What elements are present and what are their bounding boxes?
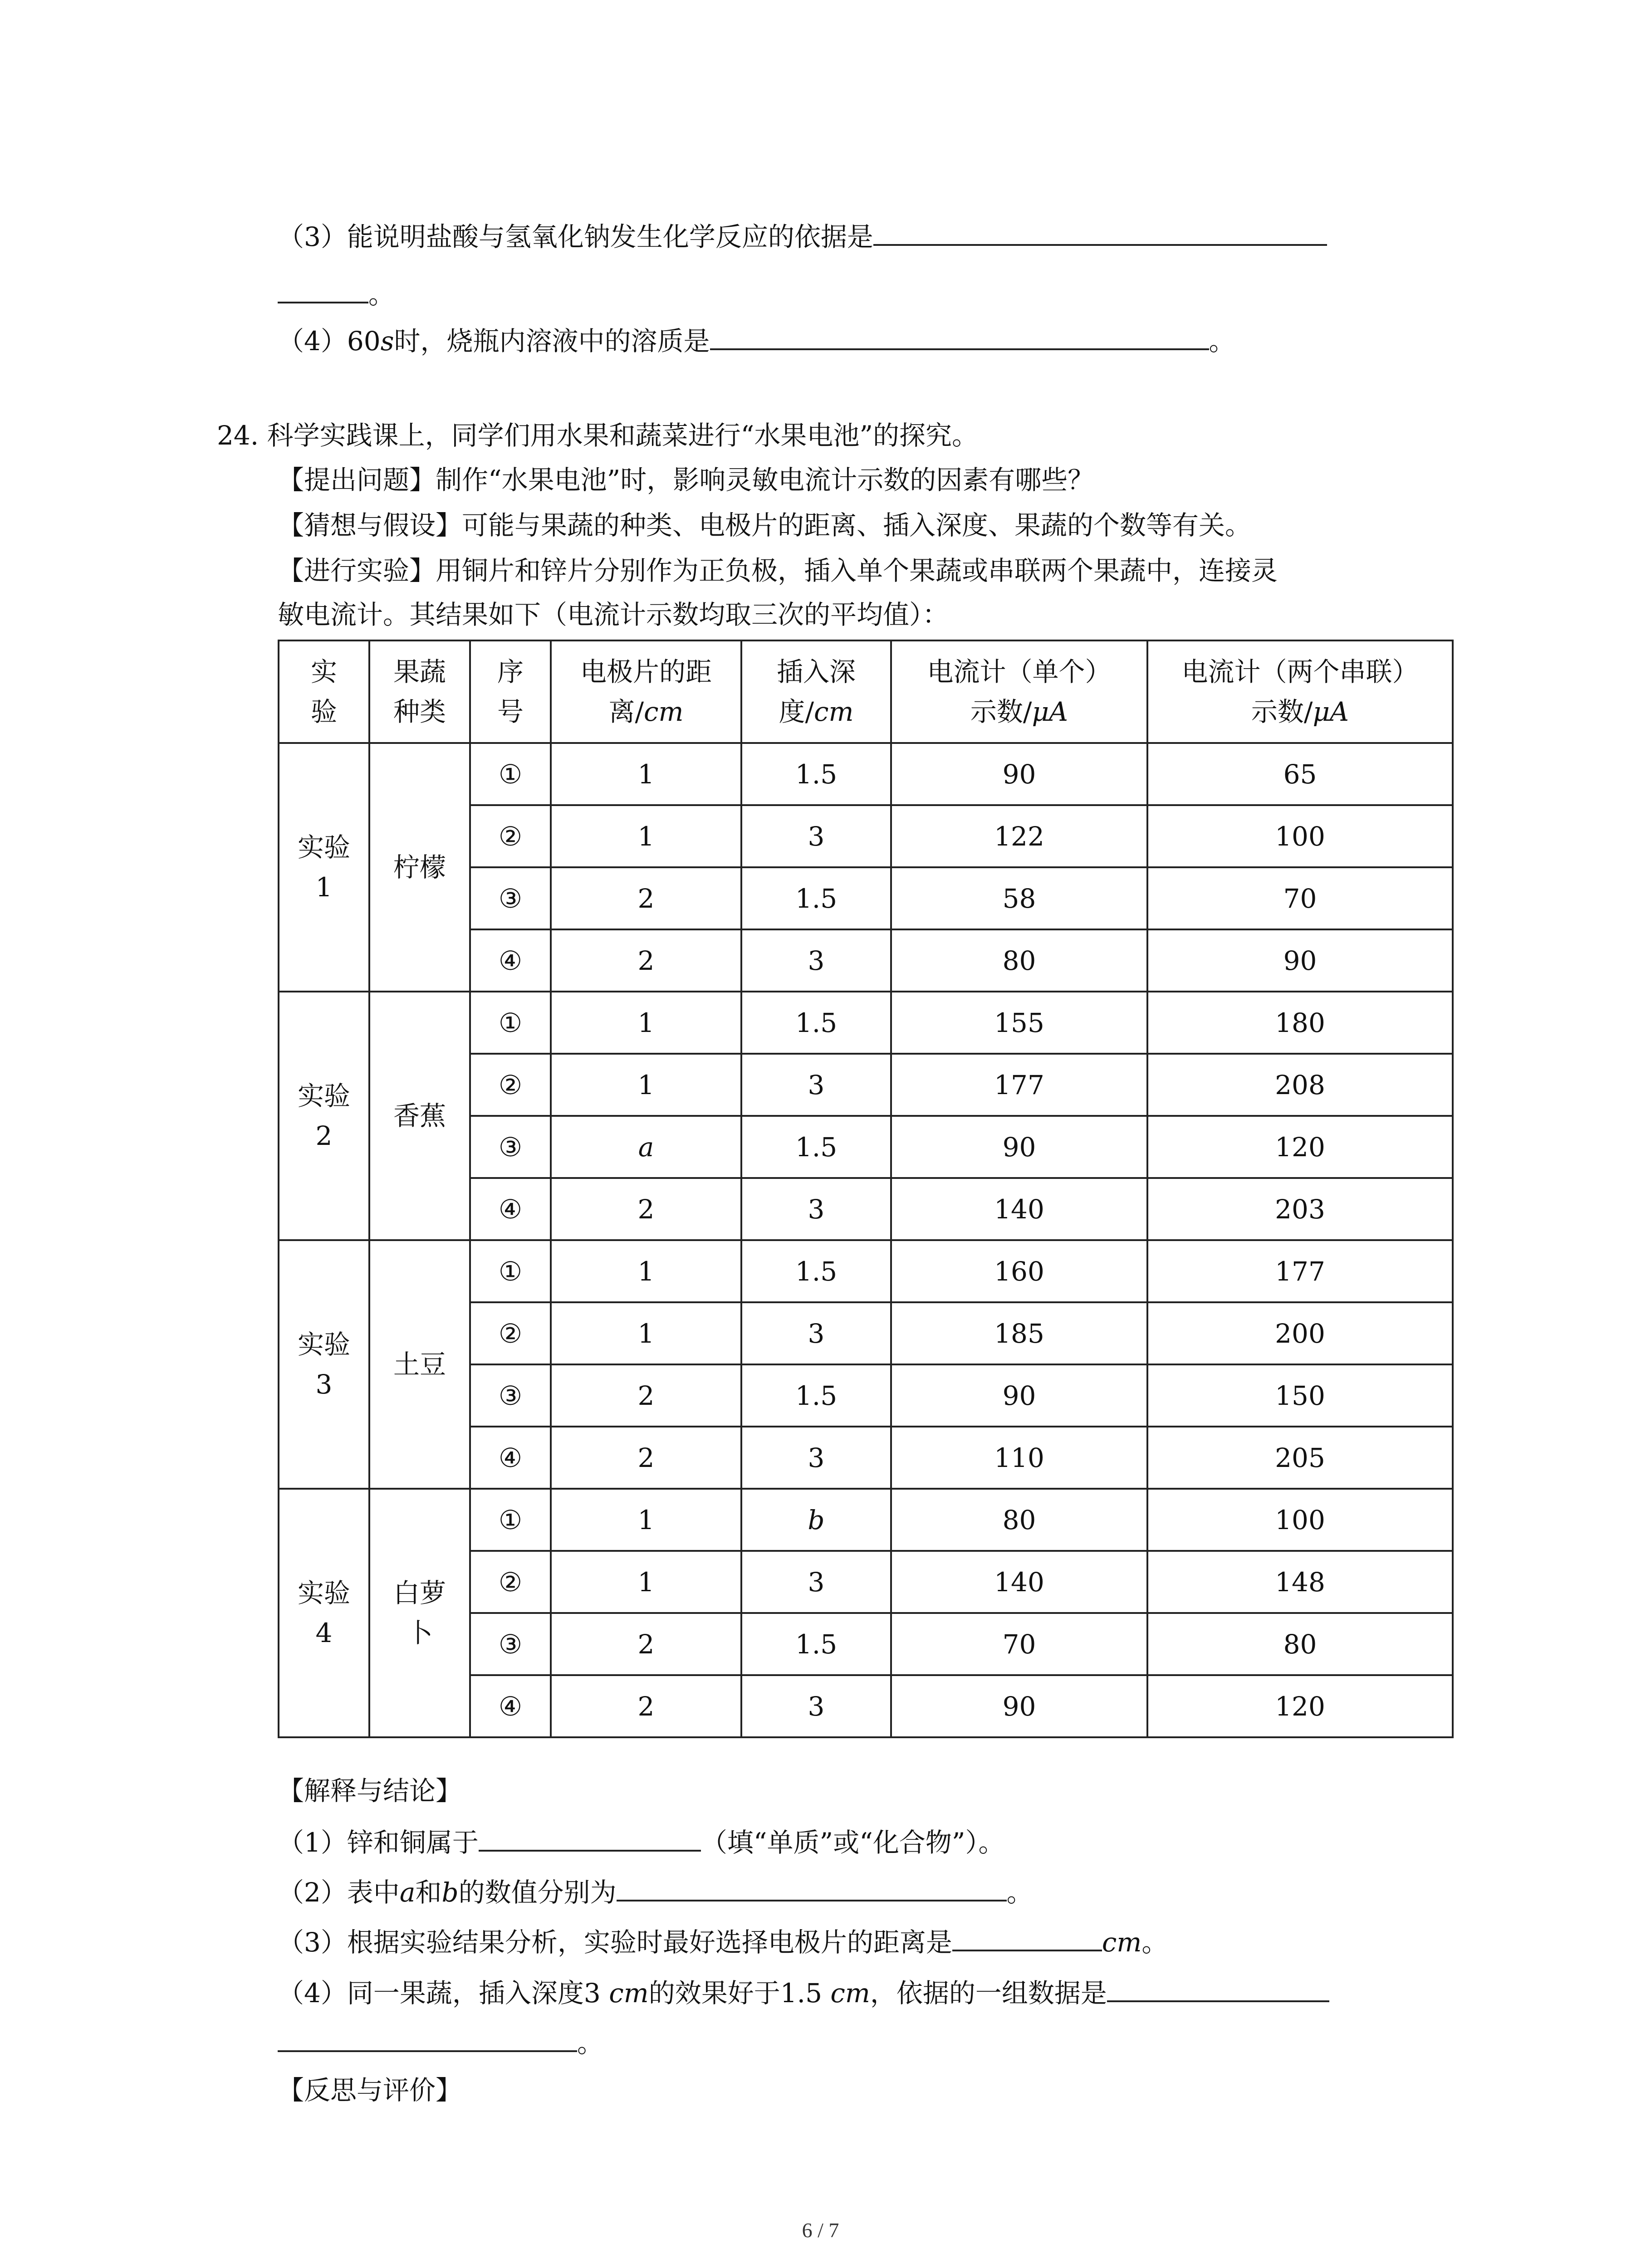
cell-series: 70 (1147, 867, 1453, 929)
header-seq: 序 号 (470, 640, 551, 743)
cell-seq: ④ (470, 1178, 551, 1240)
cell-distance: 1 (551, 1302, 741, 1364)
table-row (279, 1489, 1453, 1551)
q23-part4 (278, 321, 1235, 359)
cell-distance: 1 (551, 1489, 741, 1551)
cell-single: 80 (891, 1489, 1147, 1551)
q24-experiment-line1: 【进行实验】用铜片和锌片分别作为正负极，插入单个果蔬或串联两个果蔬中，连接灵 (278, 555, 1278, 586)
cell-distance: a (551, 1116, 741, 1178)
cell-series: 148 (1147, 1551, 1453, 1613)
conclusion-q3-text: （3）根据实验结果分析，实验时最好选择电极片的距离是 (278, 1927, 952, 1958)
cell-distance: 2 (551, 1675, 741, 1737)
cell-series: 80 (1147, 1613, 1453, 1675)
answer-blank[interactable] (710, 321, 1209, 350)
cell-series: 180 (1147, 992, 1453, 1054)
table-row (279, 1240, 1453, 1302)
cell-distance: 2 (551, 1178, 741, 1240)
answer-blank[interactable] (278, 2023, 577, 2052)
answer-blank[interactable] (1107, 1973, 1329, 2002)
period: 。 (1209, 326, 1235, 357)
cell-experiment: 实验 3 (279, 1240, 369, 1489)
cell-kind: 土豆 (369, 1240, 470, 1489)
answer-blank[interactable] (278, 274, 368, 303)
cell-seq: ① (470, 992, 551, 1054)
cell-distance: 1 (551, 992, 741, 1054)
unit-cm: cm (609, 1978, 649, 2009)
cell-depth: 3 (741, 929, 891, 992)
results-table (278, 640, 1454, 1738)
cell-single: 140 (891, 1178, 1147, 1240)
conclusion-q3 (278, 1922, 1168, 1960)
unit-cm: cm (830, 1978, 870, 2009)
cell-distance: 1 (551, 805, 741, 867)
cell-experiment: 实验 2 (279, 992, 369, 1240)
header-experiment: 实 验 (279, 640, 369, 743)
cell-seq: ④ (470, 1675, 551, 1737)
cell-depth: 1.5 (741, 1116, 891, 1178)
table-header-row (279, 640, 1453, 743)
conclusion-q2-and: 和 (415, 1877, 442, 1908)
period: 。 (1141, 1927, 1168, 1958)
cell-depth: 3 (741, 1675, 891, 1737)
cell-series: 200 (1147, 1302, 1453, 1364)
cell-series: 120 (1147, 1116, 1453, 1178)
cell-single: 58 (891, 867, 1147, 929)
cell-distance: 1 (551, 1551, 741, 1613)
cell-single: 90 (891, 1364, 1147, 1427)
cell-series: 65 (1147, 743, 1453, 805)
cell-depth: 1.5 (741, 743, 891, 805)
header-depth: 插入深 度/cm (741, 640, 891, 743)
conclusion-q4-mid: 的效果好于1.5 (648, 1978, 831, 2009)
cell-series: 203 (1147, 1178, 1453, 1240)
cell-seq: ② (470, 1054, 551, 1116)
q24-hypothesis: 【猜想与假设】可能与果蔬的种类、电极片的距离、插入深度、果蔬的个数等有关。 (278, 510, 1252, 541)
cell-seq: ① (470, 1489, 551, 1551)
cell-single: 90 (891, 1675, 1147, 1737)
cell-depth: 3 (741, 1302, 891, 1364)
cell-seq: ③ (470, 1116, 551, 1178)
q23-part3-text: （3）能说明盐酸与氢氧化钠发生化学反应的依据是 (278, 221, 873, 252)
cell-seq: ② (470, 1302, 551, 1364)
conclusion-heading: 【解释与结论】 (278, 1775, 462, 1806)
cell-single: 122 (891, 805, 1147, 867)
cell-single: 185 (891, 1302, 1147, 1364)
var-b: b (441, 1877, 459, 1908)
answer-blank[interactable] (479, 1823, 701, 1852)
q23-part4-text: 时，烧瓶内溶液中的溶质是 (394, 326, 710, 357)
conclusion-q1-text: （1）锌和铜属于 (278, 1827, 479, 1858)
cell-single: 140 (891, 1551, 1147, 1613)
conclusion-q2-tail: 的数值分别为 (458, 1877, 617, 1908)
cell-depth: 3 (741, 1551, 891, 1613)
table-row (279, 992, 1453, 1054)
q23-part3-continued (278, 274, 395, 313)
conclusion-q4 (278, 1973, 1329, 2011)
conclusion-q2 (278, 1872, 1033, 1911)
cell-depth: 1.5 (741, 992, 891, 1054)
cell-depth: 3 (741, 1054, 891, 1116)
conclusion-q2-text: （2）表中 (278, 1877, 400, 1908)
cell-experiment: 实验 4 (279, 1489, 369, 1737)
cell-seq: ② (470, 1551, 551, 1613)
header-distance: 电极片的距 离/cm (551, 640, 741, 743)
unit-cm: cm (1102, 1927, 1142, 1958)
conclusion-q1-hint: （填“单质”或“化合物”）。 (700, 1827, 1005, 1858)
cell-kind: 柠檬 (369, 743, 470, 992)
conclusion-q4-tail: ，依据的一组数据是 (870, 1978, 1107, 2009)
cell-distance: 2 (551, 929, 741, 992)
cell-seq: ④ (470, 929, 551, 992)
cell-seq: ③ (470, 1364, 551, 1427)
q23-part3 (278, 217, 1327, 255)
header-series: 电流计（两个串联） 示数/μA (1147, 640, 1453, 743)
period: 。 (1006, 1877, 1033, 1908)
cell-depth: 1.5 (741, 867, 891, 929)
header-single: 电流计（单个） 示数/μA (891, 640, 1147, 743)
period: 。 (577, 2028, 604, 2058)
q24-title: 24. 科学实践课上，同学们用水果和蔬菜进行“水果电池”的探究。 (217, 420, 978, 451)
cell-series: 100 (1147, 1489, 1453, 1551)
cell-series: 205 (1147, 1427, 1453, 1489)
cell-single: 90 (891, 1116, 1147, 1178)
q24-experiment-line2: 敏电流计。其结果如下（电流计示数均取三次的平均值）： (278, 599, 949, 630)
cell-kind: 白萝 卜 (369, 1489, 470, 1737)
page-number: 6 / 7 (802, 2219, 839, 2242)
cell-distance: 2 (551, 1427, 741, 1489)
cell-single: 160 (891, 1240, 1147, 1302)
cell-seq: ② (470, 805, 551, 867)
answer-blank[interactable] (617, 1872, 1007, 1901)
cell-series: 208 (1147, 1054, 1453, 1116)
reflection-heading: 【反思与评价】 (278, 2075, 462, 2106)
cell-experiment: 实验 1 (279, 743, 369, 992)
conclusion-q4-text: （4）同一果蔬，插入深度3 (278, 1978, 609, 2009)
cell-distance: 1 (551, 743, 741, 805)
cell-single: 177 (891, 1054, 1147, 1116)
answer-blank[interactable] (952, 1922, 1102, 1951)
conclusion-q4-continued (278, 2023, 603, 2061)
cell-single: 110 (891, 1427, 1147, 1489)
cell-seq: ④ (470, 1427, 551, 1489)
q23-part4-unit: s (380, 326, 394, 357)
cell-distance: 1 (551, 1240, 741, 1302)
cell-distance: 2 (551, 1364, 741, 1427)
cell-single: 155 (891, 992, 1147, 1054)
cell-distance: 2 (551, 867, 741, 929)
cell-depth: 1.5 (741, 1364, 891, 1427)
cell-depth: 3 (741, 1427, 891, 1489)
q23-part4-prefix: （4）60 (278, 326, 381, 357)
cell-series: 100 (1147, 805, 1453, 867)
cell-series: 177 (1147, 1240, 1453, 1302)
period: 。 (368, 279, 395, 310)
table-row (279, 743, 1453, 805)
cell-distance: 2 (551, 1613, 741, 1675)
cell-single: 80 (891, 929, 1147, 992)
cell-kind: 香蕉 (369, 992, 470, 1240)
cell-distance: 1 (551, 1054, 741, 1116)
cell-seq: ① (470, 1240, 551, 1302)
cell-depth: b (741, 1489, 891, 1551)
header-kind: 果蔬 种类 (369, 640, 470, 743)
cell-single: 90 (891, 743, 1147, 805)
var-a: a (399, 1877, 416, 1908)
cell-seq: ③ (470, 1613, 551, 1675)
q24-problem: 【提出问题】制作“水果电池”时，影响灵敏电流计示数的因素有哪些？ (278, 464, 1094, 495)
conclusion-q1 (278, 1823, 1005, 1861)
cell-seq: ① (470, 743, 551, 805)
cell-depth: 3 (741, 1178, 891, 1240)
cell-seq: ③ (470, 867, 551, 929)
cell-depth: 1.5 (741, 1240, 891, 1302)
cell-depth: 3 (741, 805, 891, 867)
cell-depth: 1.5 (741, 1613, 891, 1675)
cell-single: 70 (891, 1613, 1147, 1675)
cell-series: 120 (1147, 1675, 1453, 1737)
answer-blank[interactable] (873, 217, 1327, 246)
cell-series: 90 (1147, 929, 1453, 992)
cell-series: 150 (1147, 1364, 1453, 1427)
